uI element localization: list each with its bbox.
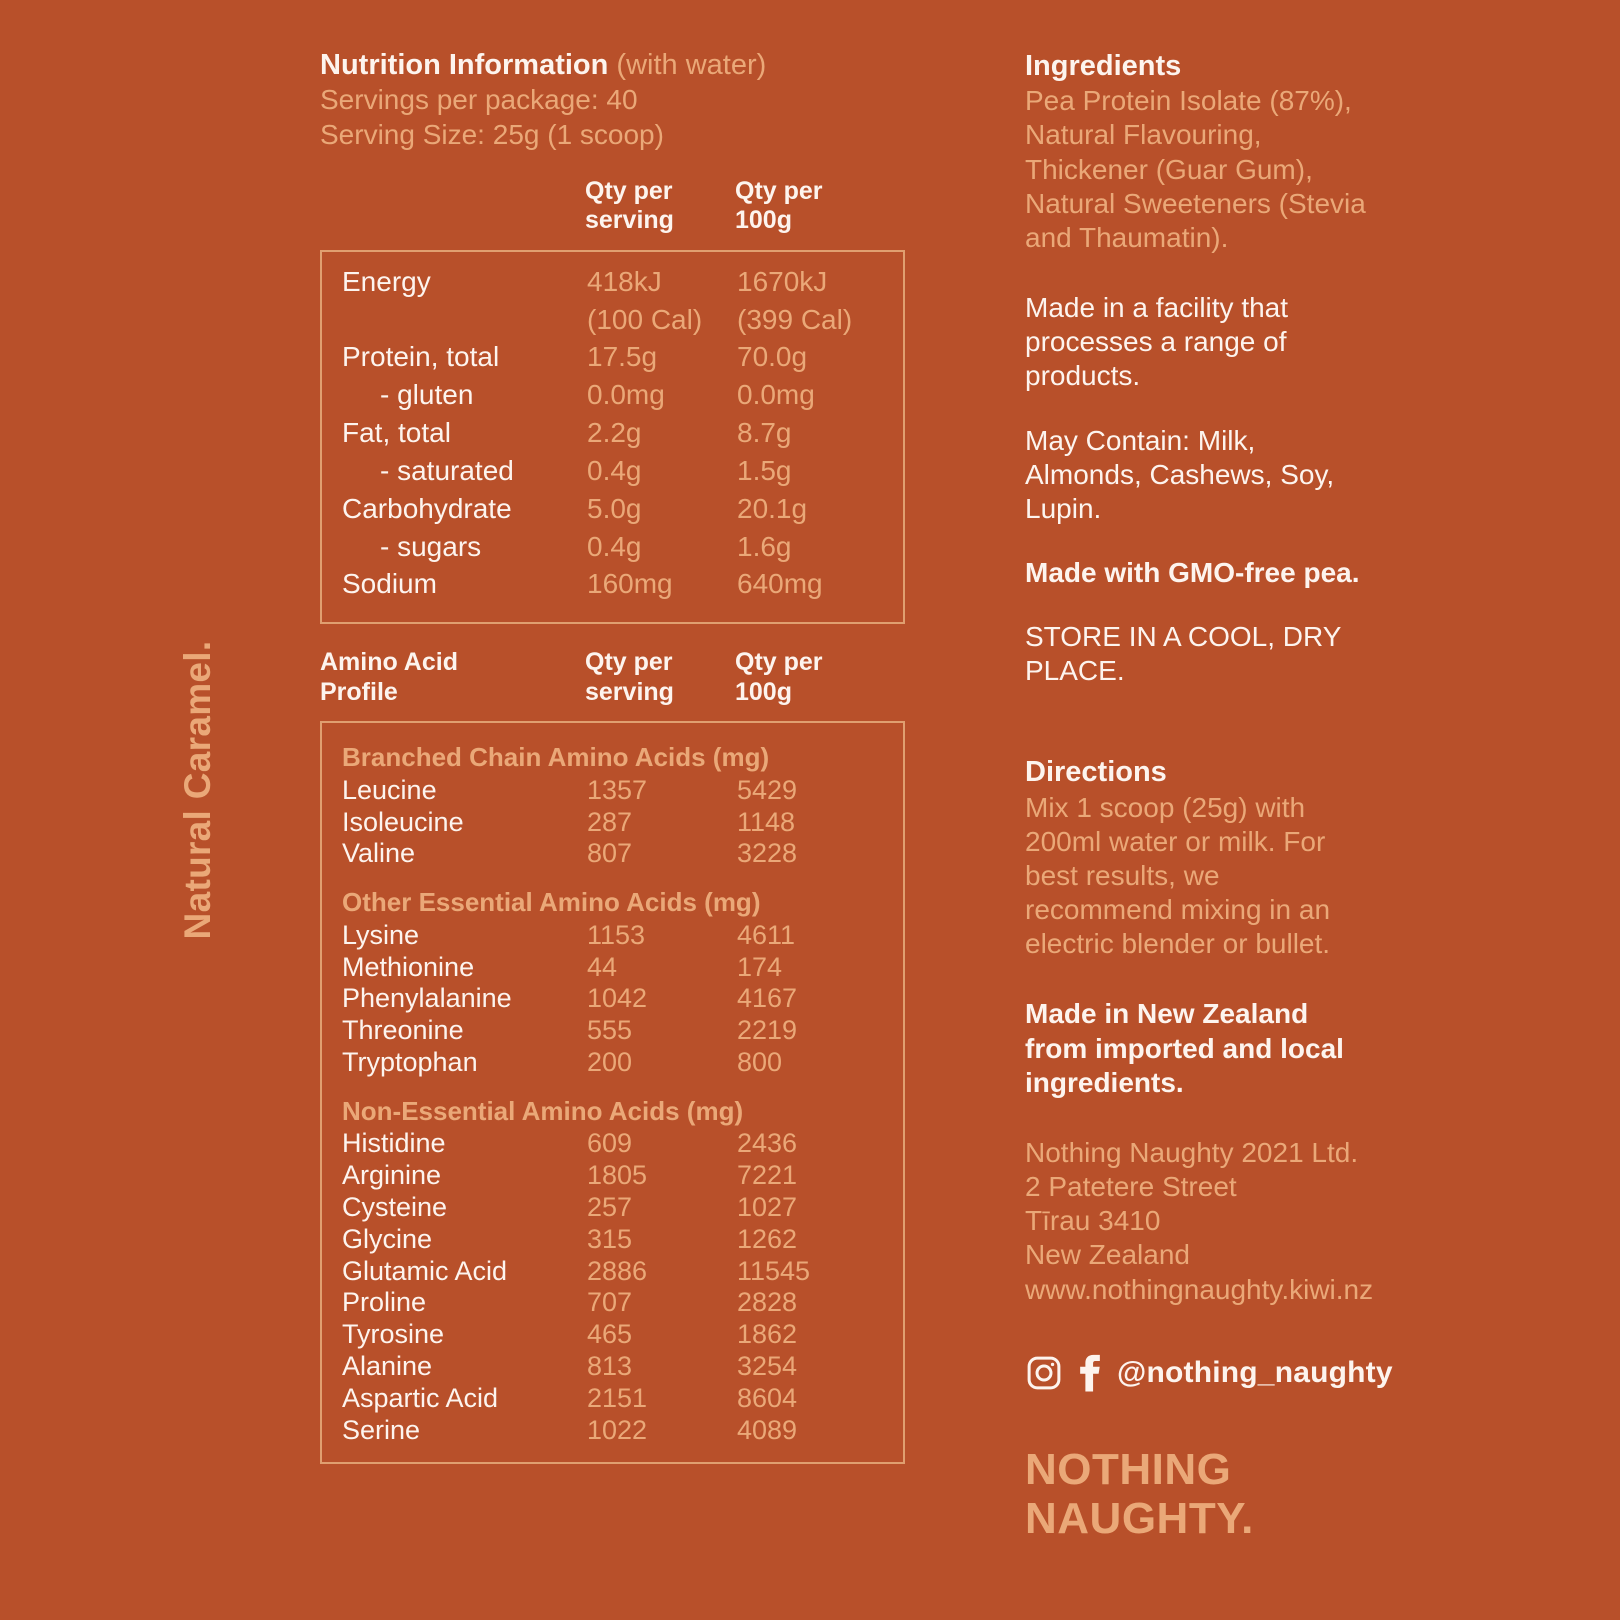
amino-row-qty-serving: 2151: [587, 1382, 648, 1413]
nutrition-row-qty-serving: 17.5g: [587, 341, 658, 373]
address-line-1: Nothing Naughty 2021 Ltd.: [1025, 1136, 1359, 1168]
amino-row-label: Tryptophan: [342, 1047, 478, 1078]
facility-text: Made in a facility that processes a range of products.: [1025, 292, 1289, 392]
amino-row-qty-100g: 1027: [737, 1192, 798, 1223]
amino-row-qty-100g: 800: [737, 1047, 783, 1078]
amino-row-label: Phenylalanine: [342, 983, 512, 1014]
amino-row-qty-serving: 315: [587, 1223, 633, 1254]
website-url[interactable]: www.nothingnaughty.kiwi.nz: [1025, 1273, 1374, 1305]
nutrition-col-header-serving: Qty per serving: [585, 176, 674, 235]
amino-row-label: Methionine: [342, 951, 475, 982]
nutrition-row-label: Sodium: [342, 568, 437, 600]
nutrition-row-qty-serving: 0.4g: [587, 454, 642, 486]
nutrition-row-label: Protein, total: [342, 341, 500, 373]
nutrition-row: [342, 454, 903, 486]
directions-block: [1025, 754, 1375, 961]
spacer: [1025, 688, 1375, 724]
nutrition-row-qty-serving: 160mg: [587, 568, 673, 600]
facility-block: [1025, 291, 1375, 393]
amino-row: [342, 1414, 903, 1445]
ingredients-body: Pea Protein Isolate (87%), Natural Flavouring, Thickener (Guar Gum), Natural Sweeteners (Stevia and Thaumatin).: [1025, 85, 1366, 253]
address-line-4: New Zealand: [1025, 1239, 1190, 1271]
nutrition-col-header-100g: Qty per 100g: [735, 176, 823, 235]
amino-row: [342, 1049, 903, 1077]
nutrition-row-qty-100g: 0.0mg: [737, 379, 815, 411]
amino-row-label: Leucine: [342, 774, 437, 805]
amino-row-qty-serving: 1357: [587, 774, 648, 805]
amino-row-qty-serving: 807: [587, 838, 633, 869]
nutrition-row-qty-100g: 70.0g: [737, 341, 808, 373]
amino-row-qty-serving: 707: [587, 1287, 633, 1318]
may-contain-block: [1025, 424, 1375, 526]
amino-row: [342, 1255, 903, 1286]
amino-row-label: Arginine: [342, 1160, 442, 1191]
may-contain-text: May Contain: Milk, Almonds, Cashews, Soy, Lupin.: [1025, 424, 1335, 524]
ingredients-heading: Ingredients: [1025, 50, 1182, 82]
spacer: [1025, 1100, 1375, 1136]
ingredients-block: [1025, 48, 1375, 255]
facebook-icon[interactable]: [1077, 1353, 1103, 1393]
amino-row: [342, 919, 903, 950]
amino-row-qty-100g: 4089: [737, 1414, 798, 1445]
amino-row-qty-serving: 44: [587, 951, 618, 982]
nutrition-row-qty-serving: 5.0g: [587, 492, 642, 524]
brand-line-2: NAUGHTY.: [1025, 1493, 1254, 1543]
nutrition-row-label: Carbohydrate: [342, 492, 512, 524]
nutrition-heading: [320, 48, 905, 83]
serving-size: Serving Size: 25g (1 scoop): [320, 119, 664, 151]
nutrition-row: [342, 492, 903, 524]
amino-group-title: Non-Essential Amino Acids (mg): [342, 1095, 744, 1126]
gmo-block: [1025, 556, 1375, 590]
amino-row: [342, 985, 903, 1013]
amino-row-qty-serving: 2886: [587, 1255, 648, 1286]
brand-line-1: NOTHING: [1025, 1444, 1232, 1494]
amino-row-qty-serving: 609: [587, 1128, 633, 1159]
storage-text: STORE IN A COOL, DRY PLACE.: [1025, 621, 1341, 687]
amino-col-header-100g: Qty per 100g: [735, 648, 823, 706]
amino-row-qty-serving: 1153: [587, 919, 646, 950]
amino-row: [342, 1223, 903, 1254]
nutrition-title: Nutrition Information: [320, 49, 609, 81]
amino-row: [342, 1289, 903, 1317]
address-block: [1025, 1136, 1375, 1307]
address-line-2: 2 Patetere Street: [1025, 1171, 1237, 1203]
amino-row-qty-100g: 3254: [737, 1351, 798, 1381]
amino-row-qty-100g: 2436: [737, 1128, 798, 1159]
nutrition-row-qty-100g: 640mg: [737, 568, 823, 600]
address-line-3: Tīrau 3410: [1025, 1205, 1161, 1237]
amino-acid-table: [320, 721, 905, 1464]
nutrition-row-qty-100g: 20.1g: [737, 492, 808, 524]
amino-title-line1: Amino Acid: [320, 648, 458, 677]
nutrition-row-qty-100g: (399 Cal): [737, 303, 853, 335]
nutrition-row: [342, 381, 903, 410]
instagram-icon[interactable]: [1025, 1354, 1063, 1392]
amino-row-label: Histidine: [342, 1128, 446, 1159]
directions-body: Mix 1 scoop (25g) with 200ml water or milk. For best results, we recommend mixing in an electric blender or bullet.: [1025, 791, 1331, 960]
nutrition-row-qty-100g: 1.5g: [737, 454, 792, 486]
spacer: [1025, 590, 1375, 620]
flavour-label: Natural Caramel.: [177, 640, 218, 940]
label-content: [300, 0, 1620, 1620]
amino-row-qty-serving: 813: [587, 1351, 633, 1381]
nutrition-column: [300, 0, 905, 1620]
info-column: [905, 0, 1393, 1620]
brand-logo: [1025, 1445, 1375, 1544]
amino-row: [342, 1130, 903, 1158]
amino-row-label: Threonine: [342, 1015, 464, 1046]
nutrition-row-qty-serving: (100 Cal): [587, 303, 703, 335]
nutrition-row-label: - gluten: [380, 379, 474, 411]
nutrition-row: [342, 265, 903, 297]
amino-row: [342, 806, 903, 837]
amino-row-label: Valine: [342, 838, 416, 869]
amino-row: [342, 1353, 903, 1381]
amino-row-qty-serving: 200: [587, 1047, 633, 1078]
amino-row: [342, 840, 903, 868]
flavour-strip: [0, 0, 300, 1620]
spacer: [1025, 255, 1375, 291]
amino-row-label: Isoleucine: [342, 806, 464, 837]
amino-profile-title: [320, 648, 585, 707]
nutrition-table: [320, 250, 905, 624]
amino-row: [342, 1321, 903, 1349]
amino-row-qty-serving: 287: [587, 806, 633, 837]
amino-row-qty-serving: 1042: [587, 983, 648, 1014]
nutrition-row-label: Energy: [342, 265, 431, 297]
amino-row-qty-100g: 4167: [737, 983, 798, 1014]
amino-row-label: Glutamic Acid: [342, 1255, 508, 1286]
spacer: [1025, 394, 1375, 424]
spacer: [1025, 961, 1375, 997]
amino-row: [342, 951, 903, 982]
amino-row-qty-100g: 4611: [737, 919, 796, 950]
amino-row-label: Glycine: [342, 1223, 433, 1254]
amino-row: [342, 1162, 903, 1190]
nutrition-row-label: Fat, total: [342, 417, 451, 449]
nutrition-row: [342, 530, 903, 562]
amino-row: [342, 1017, 903, 1045]
spacer: [320, 177, 585, 236]
amino-row-qty-100g: 8604: [737, 1382, 798, 1413]
amino-row-qty-100g: 2219: [737, 1015, 798, 1046]
amino-row-qty-serving: 555: [587, 1015, 633, 1046]
nutrition-row: [342, 343, 903, 372]
nutrition-row-qty-100g: 1670kJ: [737, 265, 828, 297]
directions-heading: Directions: [1025, 756, 1167, 789]
nutrition-row-qty-100g: 1.6g: [737, 530, 792, 562]
amino-row-qty-serving: 465: [587, 1319, 633, 1350]
amino-row: [342, 1194, 903, 1222]
nutrition-row-qty-100g: 8.7g: [737, 417, 792, 449]
nutrition-row: [342, 303, 903, 335]
nutrition-row: [342, 570, 903, 599]
nutrition-title-suffix: (with water): [616, 49, 767, 81]
amino-row-qty-serving: 1805: [587, 1160, 648, 1191]
social-handle[interactable]: @nothing_naughty: [1117, 1355, 1393, 1389]
amino-row-qty-100g: 1862: [737, 1319, 798, 1350]
nutrition-row-qty-serving: 2.2g: [587, 417, 642, 449]
amino-row-qty-100g: 11545: [737, 1255, 811, 1286]
amino-row-qty-serving: 1022: [587, 1414, 648, 1445]
amino-row-label: Serine: [342, 1414, 421, 1445]
amino-row-label: Lysine: [342, 919, 420, 950]
nutrition-row-qty-serving: 418kJ: [587, 265, 662, 297]
amino-row-qty-serving: 257: [587, 1192, 633, 1223]
spacer: [1025, 724, 1375, 754]
origin-block: [1025, 997, 1375, 1099]
amino-row: [342, 1382, 903, 1413]
amino-row-qty-100g: 1148: [737, 806, 796, 837]
amino-row: [342, 774, 903, 805]
storage-block: [1025, 620, 1375, 688]
amino-row-qty-100g: 5429: [737, 774, 798, 805]
servings-per-package: Servings per package: 40: [320, 84, 638, 116]
amino-row-label: Tyrosine: [342, 1319, 445, 1350]
amino-col-header-serving: Qty per serving: [585, 648, 674, 706]
nutrition-row: [342, 419, 903, 448]
amino-title-line2: Profile: [320, 677, 398, 706]
amino-row-qty-100g: 2828: [737, 1287, 798, 1318]
amino-row-qty-100g: 3228: [737, 838, 798, 869]
amino-row-label: Alanine: [342, 1351, 433, 1381]
amino-row-qty-100g: 174: [737, 951, 783, 982]
nutrition-row-label: - sugars: [380, 530, 482, 562]
amino-row-label: Aspartic Acid: [342, 1382, 499, 1413]
nutrition-row-qty-serving: 0.4g: [587, 530, 642, 562]
amino-row-qty-100g: 1262: [737, 1223, 798, 1254]
amino-group-title: Branched Chain Amino Acids (mg): [342, 742, 770, 773]
amino-row-qty-100g: 7221: [737, 1160, 798, 1191]
origin-text: Made in New Zealand from imported and local ingredients.: [1025, 998, 1344, 1098]
nutrition-row-qty-serving: 0.0mg: [587, 379, 665, 411]
gmo-text: Made with GMO-free pea.: [1025, 556, 1360, 588]
amino-row-label: Cysteine: [342, 1192, 448, 1223]
amino-group-title: Other Essential Amino Acids (mg): [342, 887, 761, 918]
social-row: [1025, 1353, 1393, 1393]
amino-column-headers: [320, 648, 905, 707]
nutrition-row-label: - saturated: [380, 454, 514, 486]
spacer: [1025, 526, 1375, 556]
amino-row-label: Proline: [342, 1287, 427, 1318]
nutrition-column-headers: [320, 177, 905, 236]
